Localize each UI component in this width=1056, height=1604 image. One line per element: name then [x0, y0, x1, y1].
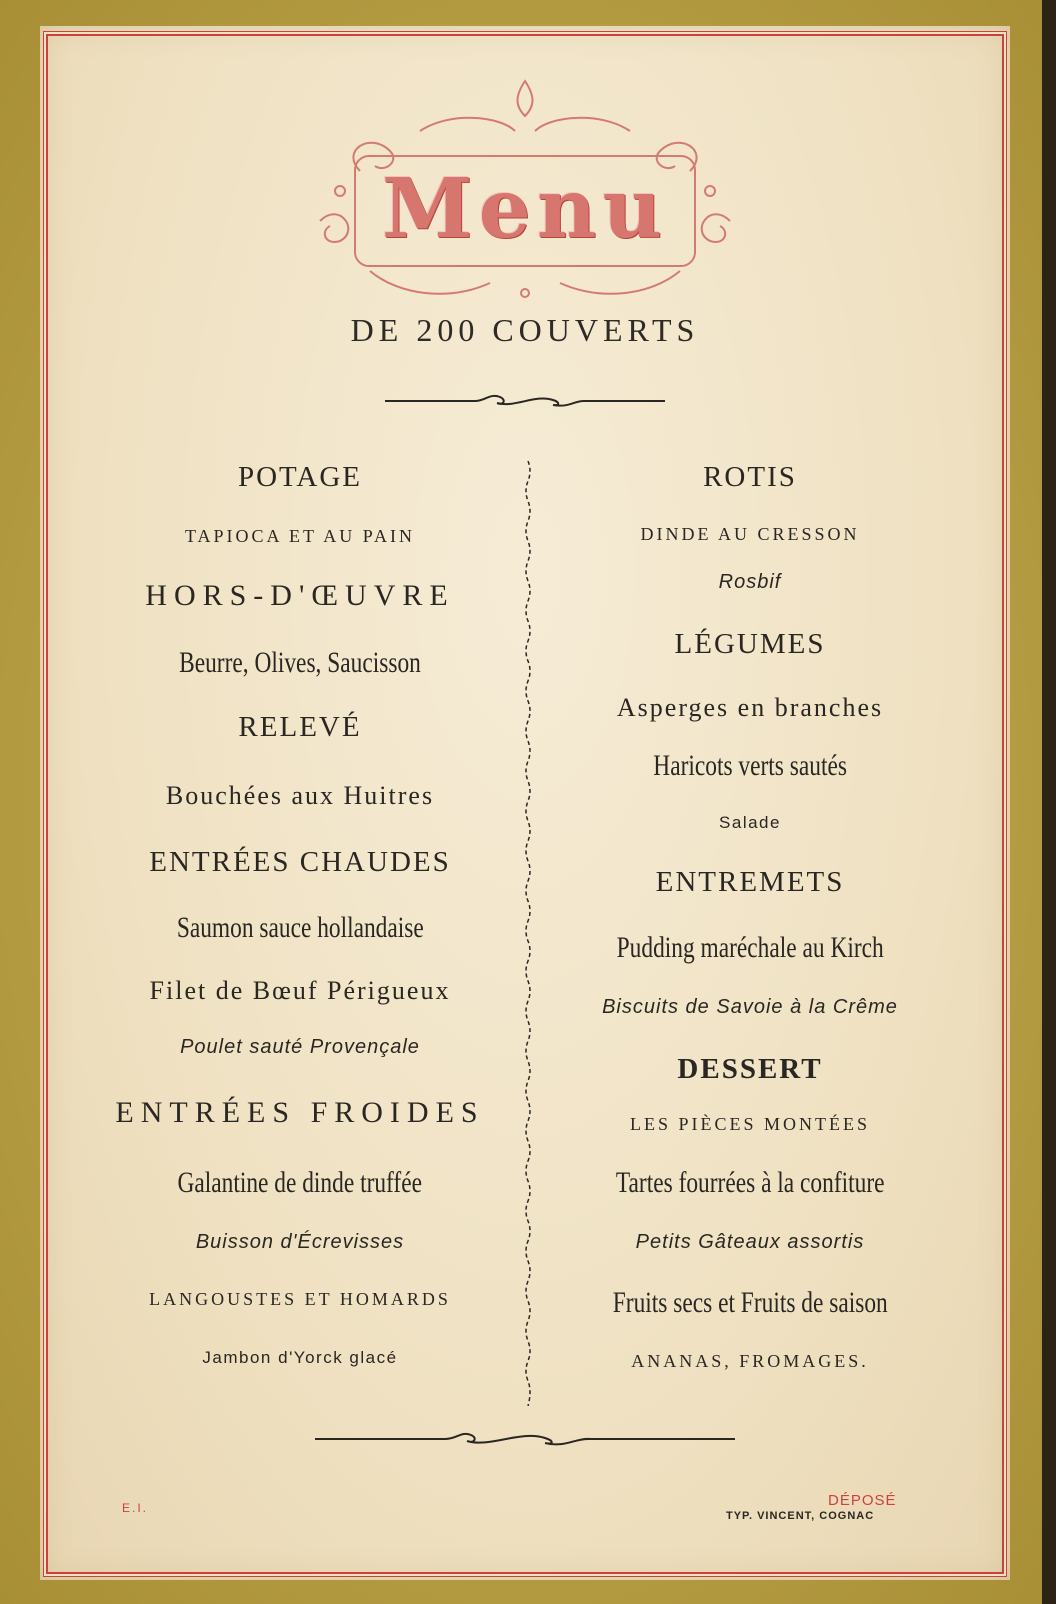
menu-line-text: Buisson d'Écrevisses — [195, 1231, 405, 1253]
top-flourish-icon — [385, 388, 665, 414]
menu-line-text: LÉGUMES — [674, 628, 826, 660]
course-heading — [80, 1096, 520, 1130]
menu-dish — [80, 911, 520, 945]
menu-dish — [530, 1114, 970, 1135]
menu-dish — [530, 931, 970, 965]
menu-line-text: ENTRÉES CHAUDES — [149, 846, 451, 878]
course-heading — [80, 711, 520, 744]
menu-line-text: Asperges en branches — [616, 693, 884, 722]
course-heading — [80, 846, 520, 879]
menu-line-text: ANANAS, FROMAGES. — [631, 1351, 869, 1371]
course-heading — [80, 461, 520, 494]
menu-line-text: Bouchées aux Huitres — [165, 781, 435, 810]
menu-dish — [530, 1231, 970, 1254]
menu-paper — [40, 26, 1010, 1580]
menu-line-text: Poulet sauté Provençale — [180, 1036, 420, 1058]
course-heading — [530, 461, 970, 494]
menu-line-text: HORS-D'ŒUVRE — [145, 579, 455, 612]
menu-line-text: Fruits secs et Fruits de saison — [612, 1286, 888, 1319]
menu-line-text: TAPIOCA ET AU PAIN — [184, 526, 416, 546]
menu-line-text: Petits Gâteaux assortis — [635, 1231, 865, 1253]
menu-title: Menu — [381, 161, 669, 257]
menu-dish — [530, 524, 970, 545]
menu-line-text: DINDE AU CRESSON — [640, 524, 860, 544]
menu-dish — [80, 1036, 520, 1059]
menu-dish — [530, 996, 970, 1019]
menu-line-text: Tartes fourrées à la confiture — [615, 1166, 885, 1199]
subtitle-couverts: DE 200 COUVERTS — [350, 312, 700, 348]
menu-line-text: Biscuits de Savoie à la Crême — [602, 996, 898, 1018]
menu-line-text: Beurre, Olives, Saucisson — [179, 646, 421, 679]
menu-dish — [530, 813, 970, 833]
menu-dish — [80, 1348, 520, 1368]
menu-dish — [530, 1351, 970, 1372]
menu-title-block — [300, 61, 750, 321]
footer-deposit: DÉPOSÉ — [828, 1492, 897, 1509]
menu-dish — [80, 526, 520, 547]
menu-line-text: Filet de Bœuf Périgueux — [149, 976, 451, 1005]
menu-dish — [530, 693, 970, 723]
menu-dish — [80, 1289, 520, 1310]
menu-line-text: LANGOUSTES ET HOMARDS — [149, 1289, 451, 1309]
menu-dish — [530, 749, 970, 783]
menu-line-text: POTAGE — [237, 461, 363, 493]
menu-line-text: LES PIÈCES MONTÉES — [629, 1114, 870, 1134]
menu-line-text: RELEVÉ — [238, 711, 362, 743]
footer-printer: TYP. VINCENT, COGNAC — [726, 1510, 875, 1522]
course-heading — [530, 866, 970, 899]
course-heading — [530, 628, 970, 661]
menu-dish — [80, 1166, 520, 1200]
menu-line-text: ENTREMETS — [655, 866, 845, 898]
bottom-flourish-icon — [315, 1426, 735, 1452]
menu-dish — [80, 976, 520, 1006]
menu-dish — [80, 781, 520, 811]
menu-line-text: Pudding maréchale au Kirch — [616, 931, 884, 964]
menu-dish — [80, 646, 520, 680]
menu-line-text: Galantine de dinde truffée — [177, 1166, 423, 1199]
menu-line-text: Rosbif — [718, 571, 782, 593]
menu-line-text: Salade — [719, 813, 781, 832]
menu-line-text: DESSERT — [677, 1053, 823, 1085]
menu-dish — [530, 571, 970, 594]
menu-dish — [80, 1231, 520, 1254]
menu-line-text: ROTIS — [703, 461, 797, 493]
menu-line-text: Haricots verts sautés — [653, 749, 847, 782]
menu-dish — [530, 1286, 970, 1320]
footer-mark: E.I. — [122, 1501, 149, 1515]
course-heading — [80, 579, 520, 613]
menu-dish — [530, 1166, 970, 1200]
course-heading — [530, 1053, 970, 1086]
menu-line-text: Saumon sauce hollandaise — [176, 911, 424, 944]
menu-line-text: Jambon d'Yorck glacé — [202, 1348, 398, 1367]
menu-line-text: ENTRÉES FROIDES — [115, 1096, 485, 1129]
